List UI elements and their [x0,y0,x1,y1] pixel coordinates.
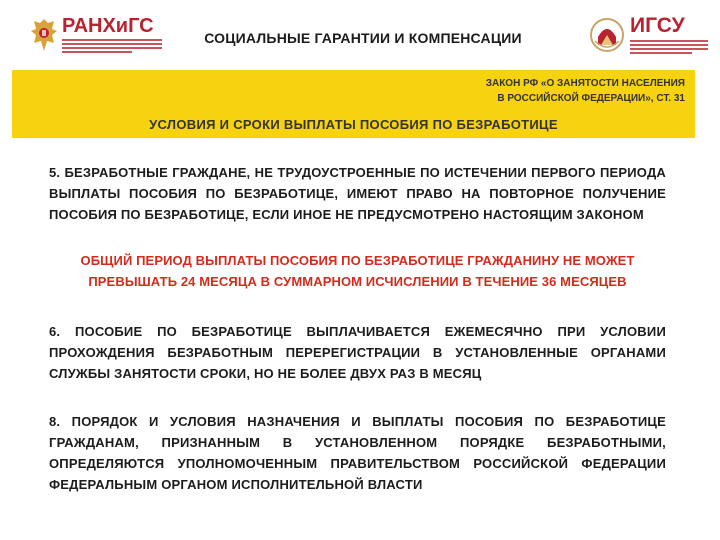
paragraph-5: 5. БЕЗРАБОТНЫЕ ГРАЖДАНЕ, НЕ ТРУДОУСТРОЕННЫЕ ПО ИСТЕЧЕНИИ ПЕРВОГО ПЕРИОДА ВЫПЛАТЫ ПОСОБИЯ ПО БЕЗРАБОТИЦЕ, ИМЕЮТ ПРАВО НА ПОВТОРНОЕ ПОЛУЧЕНИЕ ПОСОБИЯ ПО БЕЗРАБОТИЦЕ, ЕСЛИ ИНОЕ НЕ ПРЕДУСМОТРЕНО НАСТОЯЩИМ ЗАКОНОМ [49,165,666,222]
highlight-statement: ОБЩИЙ ПЕРИОД ВЫПЛАТЫ ПОСОБИЯ ПО БЕЗРАБОТИЦЕ ГРАЖДАНИНУ НЕ МОЖЕТ ПРЕВЫШАТЬ 24 МЕСЯЦА В СУММАРНОМ ИСЧИСЛЕНИИ В ТЕЧЕНИЕ 36 МЕСЯЦЕВ [80,253,635,289]
left-logo-text: РАНХиГС [62,15,154,37]
law-reference-line1: ЗАКОН РФ «О ЗАНЯТОСТИ НАСЕЛЕНИЯ [485,78,685,89]
igsu-logo [590,15,710,59]
left-logo-subtitle-lines [62,39,162,55]
paragraph-8: 8. ПОРЯДОК И УСЛОВИЯ НАЗНАЧЕНИЯ И ВЫПЛАТЫ ПОСОБИЯ ПО БЕЗРАБОТИЦЕ ГРАЖДАНАМ, ПРИЗНАННЫМ В УСТАНОВЛЕННОМ ПОРЯДКЕ БЕЗРАБОТНЫМИ, ОПРЕДЕЛЯЮТСЯ УПОЛНОМОЧЕННЫМ ПРАВИТЕЛЬСТВОМ РОССИЙСКОЙ ФЕДЕРАЦИИ ФЕДЕРАЛЬНЫМ ОРГАНОМ ИСПОЛНИТЕЛЬНОЙ ВЛАСТИ [49,414,666,492]
eagle-emblem-icon [30,17,58,53]
section-banner [12,70,695,138]
right-logo-subtitle-lines [630,40,708,56]
page-title: СОЦИАЛЬНЫЕ ГАРАНТИИ И КОМПЕНСАЦИИ [204,30,522,46]
ranepa-logo [30,15,154,55]
section-heading: УСЛОВИЯ И СРОКИ ВЫПЛАТЫ ПОСОБИЯ ПО БЕЗРАБОТИЦЕ [149,117,558,132]
law-reference [486,76,685,106]
right-logo-text: ИГСУ [630,14,685,37]
law-reference-line2: В РОССИЙСКОЙ ФЕДЕРАЦИИ», СТ. 31 [497,93,685,104]
seal-emblem-icon [590,15,624,55]
paragraph-6: 6. ПОСОБИЕ ПО БЕЗРАБОТИЦЕ ВЫПЛАЧИВАЕТСЯ ЕЖЕМЕСЯЧНО ПРИ УСЛОВИИ ПРОХОЖДЕНИЯ БЕЗРАБОТНЫМ ПЕРЕРЕГИСТРАЦИИ В УСТАНОВЛЕННЫЕ ОРГАНАМИ СЛУЖБЫ ЗАНЯТОСТИ СРОКИ, НО НЕ БОЛЕЕ ДВУХ РАЗ В МЕСЯЦ [49,324,666,381]
